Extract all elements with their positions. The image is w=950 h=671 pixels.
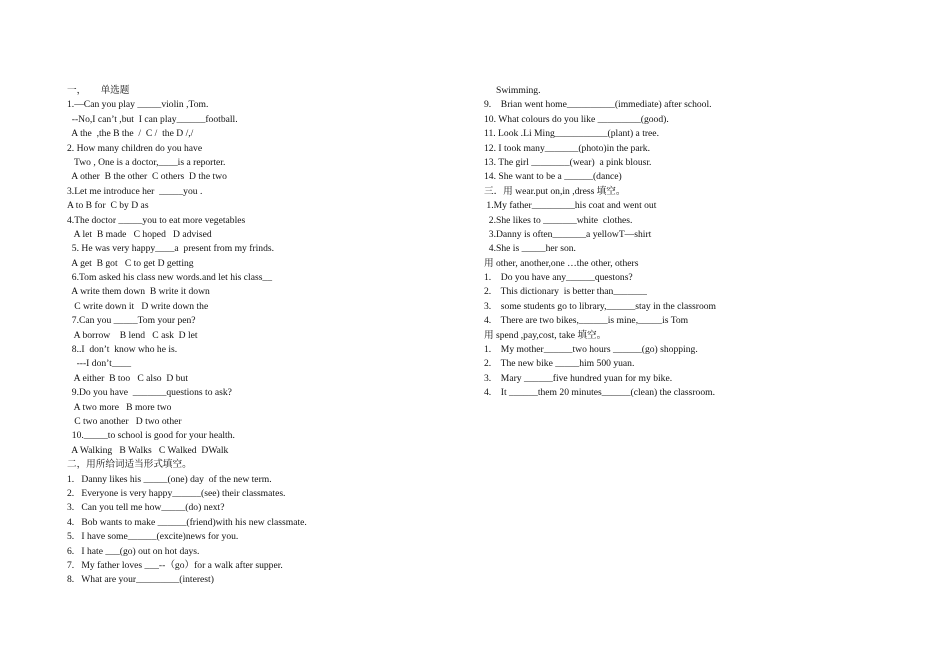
text-line: 6.Tom asked his class new words.and let his class__ (67, 272, 273, 284)
text-line: 14. She want to be a ______(dance) (484, 171, 622, 183)
text-line: 2. Everyone is very happy______(see) their classmates. (67, 487, 286, 499)
text-line: A either B too C also D but (67, 372, 188, 384)
text-line: Two , One is a doctor,____is a reporter. (67, 156, 226, 168)
text-line: A write them down B write it down (67, 286, 210, 298)
text-line: 3. Can you tell me how_____(do) next? (67, 502, 225, 514)
right-column (484, 84, 904, 401)
text-line: 1.My father_________his coat and went out (484, 200, 657, 212)
text-line: 4.She is _____her son. (484, 243, 576, 255)
text-line: 1. My mother______two hours ______(go) shopping. (484, 344, 698, 356)
text-line: 3.Let me introduce her _____you . (67, 185, 203, 197)
text-line: A the ,the B the / C / the D /,/ (67, 128, 194, 140)
text-line: 二，用所给词适当形式填空。 (67, 459, 192, 471)
text-line: 4. It ______them 20 minutes______(clean) the classroom. (484, 387, 716, 399)
text-line: 9.Do you have _______questions to ask? (67, 387, 232, 399)
text-line: 2. This dictionary is better than_______ (484, 286, 647, 298)
left-column (67, 84, 467, 588)
text-line: A get B got C to get D getting (67, 257, 194, 269)
text-line: 4.The doctor _____you to eat more vegetables (67, 214, 246, 226)
text-line: 3. some students go to library,______stay in the classroom (484, 300, 716, 312)
text-line: 4. There are two bikes,______is mine,_____is Tom (484, 315, 689, 327)
text-line: A two more B more two (67, 401, 172, 413)
text-line: 3. Mary ______five hundred yuan for my bike. (484, 372, 673, 384)
text-line: 用 spend ,pay,cost, take 填空。 (484, 329, 607, 341)
text-line: A borrow B lend C ask D let (67, 329, 198, 341)
text-line: 6. I hate ___(go) out on hot days. (67, 545, 200, 557)
text-line: A other B the other C others D the two (67, 171, 227, 183)
text-line: 9. Brian went home__________(immediate) after school. (484, 99, 712, 111)
text-line: 2. The new bike _____him 500 yuan. (484, 358, 635, 370)
text-line: C two another D two other (67, 415, 182, 427)
text-line: 1.—Can you play _____violin ,Tom. (67, 99, 209, 111)
text-line: 10. What colours do you like _________(good). (484, 113, 669, 125)
text-line: 7.Can you _____Tom your pen? (67, 315, 196, 327)
text-line: 1. Do you have any______questons? (484, 272, 633, 284)
text-line: 10._____to school is good for your health. (67, 430, 235, 442)
text-line: C write down it D write down the (67, 300, 209, 312)
text-line: A Walking B Walks C Walked DWalk (67, 444, 229, 456)
text-line: ---I don’t____ (67, 358, 132, 370)
text-line: 三．用 wear.put on,in ,dress 填空。 (484, 185, 626, 197)
text-line: 4. Bob wants to make ______(friend)with his new classmate. (67, 516, 307, 528)
text-line: 13. The girl ________(wear) a pink blousr. (484, 156, 652, 168)
text-line: 1. Danny likes his _____(one) day of the new term. (67, 473, 272, 485)
text-line: 7. My father loves ___--（go）for a walk after supper. (67, 559, 283, 571)
text-line: 8. What are your_________(interest) (67, 574, 214, 586)
text-line: A let B made C hoped D advised (67, 228, 212, 240)
text-line: A to B for C by D as (67, 200, 149, 212)
text-line: 5. He was very happy____a present from my frinds. (67, 243, 275, 255)
text-line: 8..I don’t know who he is. (67, 344, 178, 356)
text-line: Swimming. (484, 85, 541, 96)
text-line: 11. Look .Li Ming___________(plant) a tree. (484, 128, 659, 140)
text-line: 2. How many children do you have (67, 142, 203, 154)
text-line: 一， 单选题 (67, 85, 130, 96)
text-line: 2.She likes to _______white clothes. (484, 214, 633, 226)
text-line: 用 other, another,one …the other, others (484, 257, 639, 269)
text-line: --No,I can’t ,but I can play______football. (67, 113, 238, 125)
text-line: 3.Danny is often_______a yellowT—shirt (484, 228, 652, 240)
text-line: 12. I took many_______(photo)in the park. (484, 142, 650, 154)
text-line: 5. I have some______(excite)news for you. (67, 531, 239, 543)
